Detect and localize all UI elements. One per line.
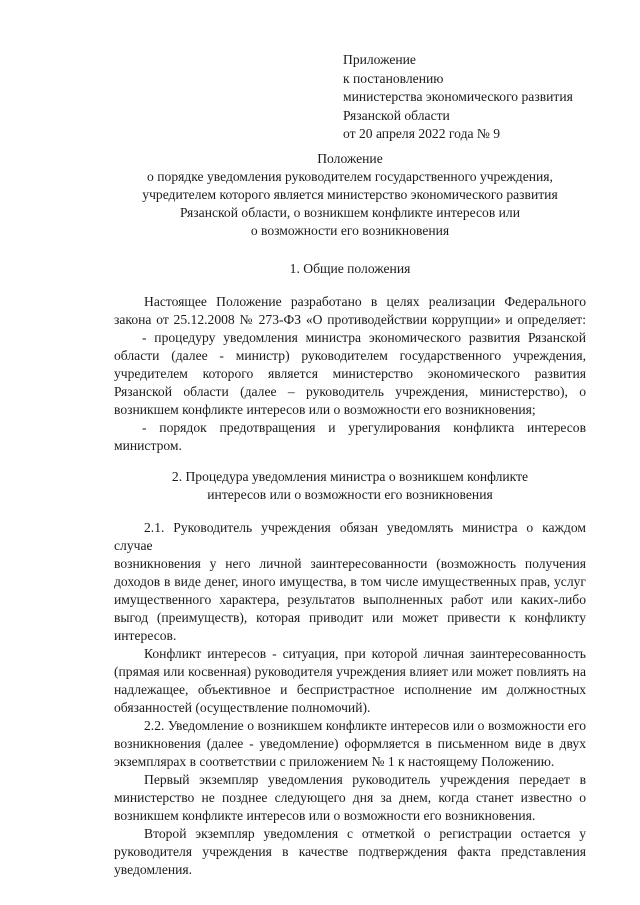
annex-line: к постановлению — [343, 70, 444, 86]
text-line: интересов. — [114, 628, 177, 643]
text-line: Второй экземпляр уведомления с отметкой о регистрации остается у — [144, 826, 586, 841]
text-line: 2.2. Уведомление о возникшем конфликте интересов или о возможности его — [144, 718, 586, 733]
section1-paragraph-1 — [114, 293, 586, 329]
text-line: - порядок предотвращения и урегулирования конфликта интересов — [142, 420, 586, 435]
section2-heading-line: интересов или о возможности его возникновения — [207, 487, 493, 502]
text-line: Настоящее Положение разработано в целях реализации Федерального — [144, 294, 586, 309]
annex-line: Рязанской области — [343, 107, 450, 123]
text-line: - процедуру уведомления министра экономического развития Рязанской — [142, 330, 586, 345]
text-line: Конфликт интересов - ситуация, при которой личная заинтересованность — [144, 646, 586, 661]
annex-line: министерства экономического развития — [343, 89, 573, 104]
title-line: Рязанской области, о возникшем конфликте интересов или — [180, 205, 520, 220]
title-line: о порядке уведомления руководителем государственного учреждения, — [147, 169, 553, 184]
title-line: Положение — [317, 151, 383, 166]
text-line: области (далее - министр) руководителем государственного учреждения, — [114, 348, 586, 363]
text-line: имущественного характера, результатов выполненных работ или каких-либо — [114, 592, 586, 607]
text-line: руководителя учреждения в качестве подтверждения факта представления — [114, 844, 586, 859]
text-line: возникновения (далее - уведомление) оформляется в письменном виде в двух — [114, 736, 586, 751]
section1-body — [114, 293, 586, 455]
text-line: 2.1. Руководитель учреждения обязан уведомлять министра о каждом случае — [114, 520, 586, 553]
section2-paragraph-4 — [114, 771, 586, 825]
text-line: выгод (преимуществ), которая приводит или может привести к конфликту — [114, 610, 586, 625]
text-line: (прямая или косвенная) руководителя учреждения влияет или может повлиять на — [114, 664, 586, 679]
annex-header — [343, 51, 613, 144]
text-line: возникновения у него личной заинтересованности (возможность получения — [114, 556, 586, 571]
text-line: надлежащее, объективное и беспристрастное исполнение им должностных — [114, 682, 586, 697]
text-line: учредителем которого является министерство экономического развития — [114, 366, 586, 381]
section1-paragraph-3 — [114, 419, 586, 455]
title-line: о возможности его возникновения — [250, 223, 450, 238]
text-line: доходов в виде денег, иного имущества, в том числе имущественных прав, услуг — [114, 574, 586, 589]
section2-heading — [114, 468, 586, 504]
text-line: министром. — [114, 438, 182, 453]
section1-paragraph-2 — [114, 329, 586, 419]
text-line: уведомления. — [114, 862, 193, 877]
section2-heading-line: 2. Процедура уведомления министра о возникшем конфликте — [171, 469, 529, 484]
section2-paragraph-5 — [114, 825, 586, 879]
text-line: закона от 25.12.2008 № 273-ФЗ «О противодействии коррупции» и определяет: — [114, 312, 586, 327]
text-line: министерство не позднее следующего дня за днем, когда станет известно о — [114, 790, 586, 805]
text-line: экземплярах в соответствии с приложением № 1 к настоящему Положению. — [114, 754, 555, 769]
section2-paragraph-2 — [114, 645, 586, 717]
text-line: Рязанской области (далее – руководитель учреждения, министерство), о — [114, 384, 586, 399]
text-line: возникшем конфликте интересов или о возможности его возникновения. — [114, 808, 536, 823]
annex-line: от 20 апреля 2022 года № 9 — [343, 126, 501, 141]
section1-heading — [114, 260, 586, 278]
document-title — [90, 150, 610, 240]
title-line: учредителем которого является министерство экономического развития — [142, 187, 558, 202]
section2-body — [114, 519, 586, 879]
section1-heading-text: 1. Общие положения — [289, 261, 411, 276]
text-line: Первый экземпляр уведомления руководитель учреждения передает в — [144, 772, 586, 787]
section2-paragraph-1 — [114, 519, 586, 645]
text-line: возникшем конфликте интересов или о возможности его возникновения; — [114, 402, 536, 417]
text-line: обязанностей (осуществление полномочий). — [114, 700, 371, 715]
section2-paragraph-3 — [114, 717, 586, 771]
annex-line: Приложение — [343, 52, 416, 67]
